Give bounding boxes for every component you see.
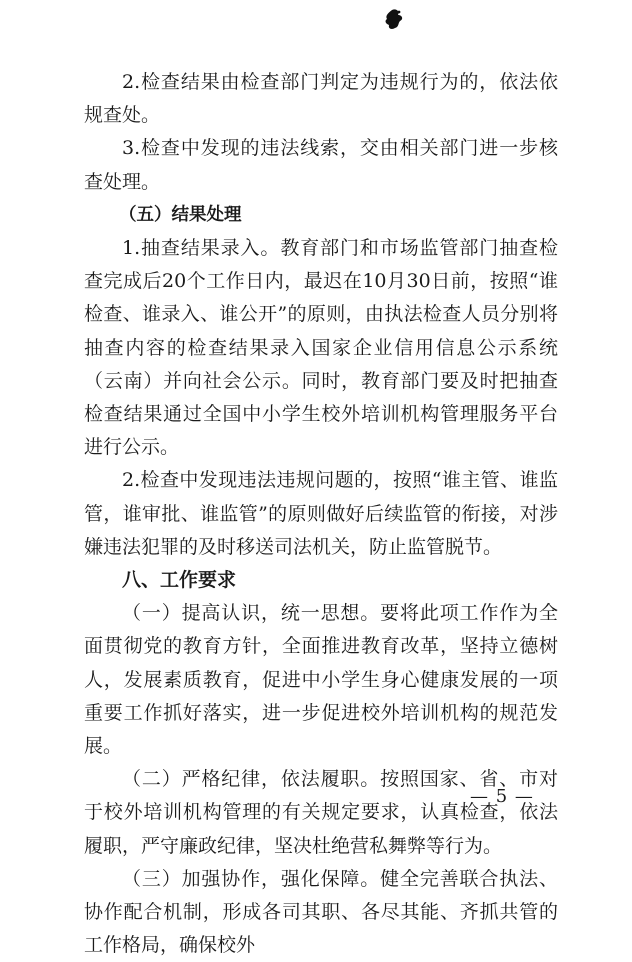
paragraph-strict-discipline: （二）严格纪律，依法履职。按照国家、省、市对于校外培训机构管理的有关规定要求，认真检查，依法履职，严守廉政纪律，坚决杜绝营私舞弊等行为。	[84, 768, 558, 857]
document-body	[84, 66, 558, 962]
paragraph-violation-follow-up: 2.检查中发现违法违规问题的，按照“谁主管、谁监管，谁审批、谁监管”的原则做好后续监管的衔接，对涉嫌违法犯罪的及时移送司法机关，防止监管脱节。	[84, 469, 558, 558]
paragraph-illegal-clues: 3.检查中发现的违法线索，交由相关部门进一步核查处理。	[84, 137, 558, 193]
page-number: — 5 —	[470, 786, 534, 807]
paragraph-strengthen-cooperation: （三）加强协作，强化保障。健全完善联合执法、协作配合机制，形成各司其职、各尽其能、齐抓共管的工作格局，确保校外	[84, 867, 558, 957]
section-heading-work-requirements: 八、工作要求	[122, 569, 237, 592]
section-heading-results: （五）结果处理	[119, 204, 242, 225]
ink-mark	[383, 8, 405, 32]
paragraph-results-entry: 1.抽查结果录入。教育部门和市场监管部门抽查检查完成后20个工作日内，最迟在10月30日前，按照“谁检查、谁录入、谁公开”的原则，由执法检查人员分别将抽查内容的检查结果录入国家企业信用信息公示系统（云南）并向社会公示。同时，教育部门要及时把抽查检查结果通过全国中小学生校外培训机构管理服务平台进行公示。	[84, 237, 558, 459]
paragraph-raise-awareness: （一）提高认识，统一思想。要将此项工作作为全面贯彻党的教育方针，全面推进教育改革，坚持立德树人，发展素质教育，促进中小学生身心健康发展的一项重要工作抓好落实，进一步促进校外培训机构的规范发展。	[84, 602, 558, 758]
paragraph-inspection-result-handling: 2.检查结果由检查部门判定为违规行为的，依法依规查处。	[84, 71, 558, 127]
